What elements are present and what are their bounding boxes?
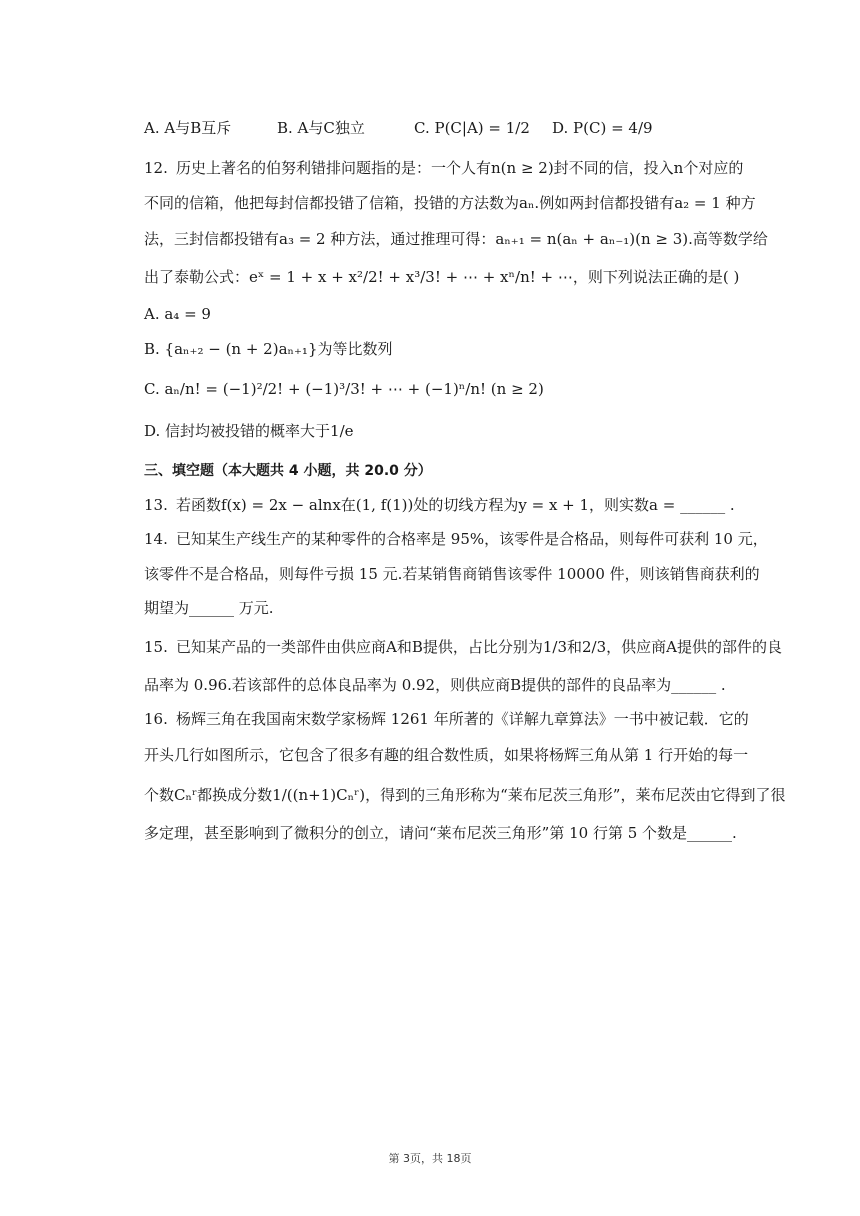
q12-number: 12.: [144, 159, 168, 177]
q16-line-1: [144, 708, 749, 730]
section-heading-fill-in: 三、填空题（本大题共 4 小题，共 20.0 分）: [144, 463, 432, 479]
q16-text-1: 杨辉三角在我国南宋数学家杨辉 1261 年所著的《详解九章算法》一书中被记载．它的: [176, 710, 749, 728]
q14-line-3: 期望为______ 万元.: [144, 599, 274, 617]
q11-option-d: D. P(C) = 4/9: [552, 119, 653, 137]
q16-line-4: 多定理，甚至影响到了微积分的创立，请问“莱布尼茨三角形”第 10 行第 5 个数是______.: [144, 824, 737, 842]
q14-line-2: 该零件不是合格品，则每件亏损 15 元.若某销售商销售该零件 10000 件，则该销售商获利的: [144, 565, 760, 583]
q12-option-b: B. {aₙ₊₂ − (n + 2)aₙ₊₁}为等比数列: [144, 340, 393, 358]
q13-line: [144, 494, 735, 516]
q13-number: 13.: [144, 496, 168, 514]
q11-option-c: C. P(C|A) = 1/2: [414, 119, 530, 137]
q12-line-1: [144, 157, 743, 179]
q12-line-2: 不同的信箱，他把每封信都投错了信箱，投错的方法数为aₙ.例如两封信都投错有a₂ = 1 种方: [144, 194, 756, 212]
q15-text-1: 已知某产品的一类部件由供应商A和B提供，占比分别为1/3和2/3，供应商A提供的部件的良: [176, 638, 782, 656]
q12-line-3: 法，三封信都投错有a₃ = 2 种方法，通过推理可得：aₙ₊₁ = n(aₙ + aₙ₋₁)(n ≥ 3).高等数学给: [144, 230, 768, 248]
q12-text-1: 历史上著名的伯努利错排问题指的是：一个人有n(n ≥ 2)封不同的信，投入n个对应的: [176, 159, 744, 177]
q11-option-a: A. A与B互斥: [144, 119, 232, 137]
q15-number: 15.: [144, 638, 168, 656]
q16-line-3: 个数Cₙʳ都换成分数1/((n+1)Cₙʳ)，得到的三角形称为“莱布尼茨三角形”，莱布尼茨由它得到了很: [144, 786, 786, 804]
q15-line-2: 品率为 0.96.若该部件的总体良品率为 0.92，则供应商B提供的部件的良品率为______ .: [144, 676, 726, 694]
q12-option-d: D. 信封均被投错的概率大于1/e: [144, 422, 354, 440]
q12-line-4: 出了泰勒公式：eˣ = 1 + x + x²/2! + x³/3! + ⋯ + xⁿ/n! + ⋯，则下列说法正确的是( ): [144, 268, 740, 286]
page-footer: 第 3页，共 18页: [388, 1152, 472, 1165]
q14-text-1: 已知某生产线生产的某种零件的合格率是 95%，该零件是合格品，则每件可获利 10 元，: [176, 530, 768, 548]
q12-option-c: C. aₙ/n! = (−1)²/2! + (−1)³/3! + ⋯ + (−1)ⁿ/n! (n ≥ 2): [144, 380, 544, 398]
q16-line-2: 开头几行如图所示，它包含了很多有趣的组合数性质，如果将杨辉三角从第 1 行开始的每一: [144, 746, 749, 764]
q15-line-1: [144, 636, 782, 658]
q11-option-b: B. A与C独立: [277, 119, 365, 137]
q14-number: 14.: [144, 530, 168, 548]
q14-line-1: [144, 528, 768, 550]
q13-text: 若函数f(x) = 2x − alnx在(1, f(1))处的切线方程为y = x + 1，则实数a = ______ .: [176, 496, 735, 514]
q16-number: 16.: [144, 710, 168, 728]
q12-option-a: A. a₄ = 9: [144, 305, 211, 323]
